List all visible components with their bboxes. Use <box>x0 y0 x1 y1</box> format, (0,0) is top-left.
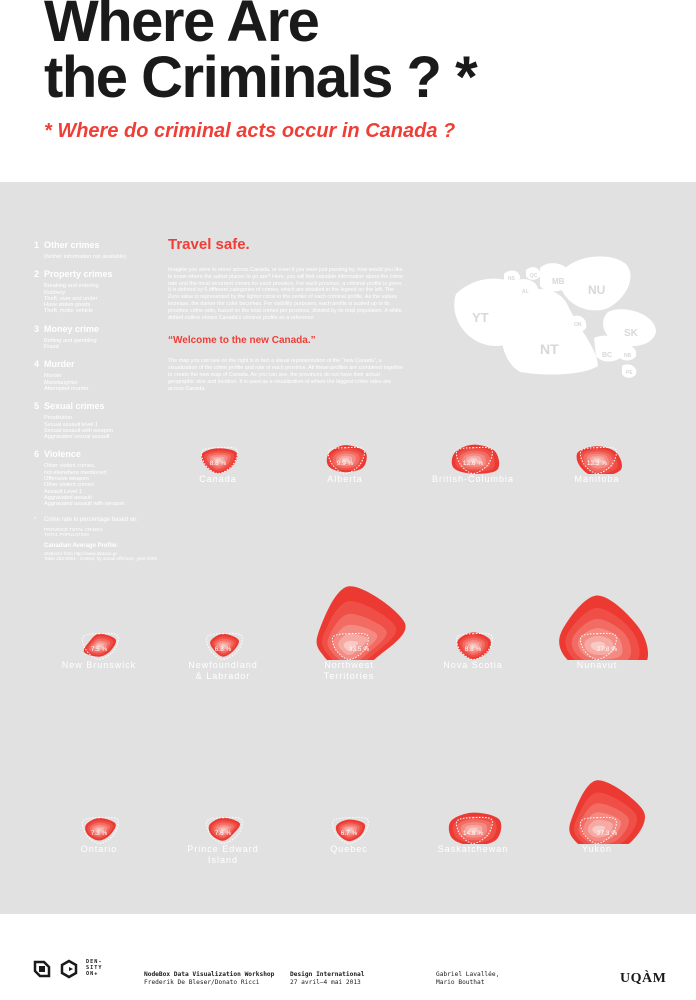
map-label-sk: SK <box>624 328 638 339</box>
source-line: Statistics from http://www.statcan.gc <box>44 550 118 556</box>
average-profile-title: Canadian Average Profile: <box>44 542 119 549</box>
province-name: Yukon <box>581 844 613 854</box>
profile-alberta <box>280 402 410 485</box>
note-title: Crime rate in percentage based on: <box>44 516 139 523</box>
province-name-line-2: & Labrador <box>195 671 251 681</box>
intro-subheading: “Welcome to the new Canada.” <box>168 335 316 347</box>
legend-item: Other violent crimes <box>44 482 94 489</box>
legend-item: Sexual assault with weapon <box>44 427 114 434</box>
legend-item: Robbery <box>44 289 66 296</box>
map-label-qc: QC <box>530 273 538 279</box>
crime-rate-label: 33.5 % <box>348 646 370 653</box>
logos <box>32 959 103 979</box>
crime-rate-label: 6.8 % <box>214 646 232 653</box>
crime-rate-label: 8.8 % <box>464 646 482 653</box>
workshop-people: Frederik De Bleser/Donato Ricci <box>144 978 260 986</box>
legend-title: Money crime <box>44 323 100 334</box>
crime-profile-shape <box>408 402 538 474</box>
intro-text <box>168 236 406 392</box>
source-line: Table 252-0051 - Crimes, by actual offences, year 2009 <box>44 556 157 562</box>
province-name: Alberta <box>327 474 363 484</box>
legend-number: 6 <box>34 449 40 460</box>
author-line: Gabriel Lavallée, <box>436 971 500 978</box>
legend-group-sexual <box>34 401 162 440</box>
crime-profile-shape <box>34 510 164 660</box>
legend-item: Offensive weapon <box>44 476 89 483</box>
legend-item: Aggravated sexual assault <box>44 434 110 441</box>
intro-heading: Travel safe. <box>168 236 250 253</box>
profile-northwest-territories <box>284 510 414 682</box>
province-name: Ontario <box>80 844 118 854</box>
new-canada-map <box>448 242 660 388</box>
nodebox-logo-icon <box>32 959 52 979</box>
crime-profile-shape <box>532 510 662 660</box>
legend-title: Other crimes <box>44 240 100 250</box>
intro-paragraph: Imagine you were to move across Canada, or even if you were just passing by, how would you like to know where the safest places to go are? Here, you will find valuable information about the crime rate and the most recurrent crimes for each province. For each province, a criminal profile is given. It is defined by 6 different categories of crimes, which are detailed in the legend on the left. The Zero value is represented by the lighter circle in the center of each criminal profile. As the values increase, the darker the color becomes. For visibility purposes, each profile is scaled up to its province crime ratio, based on the total crimes per province, divided by its total population. A white dotted outline shows Canada's criminal profile as a reference. <box>168 267 403 321</box>
note-mark: * <box>34 516 37 523</box>
legend-title: Violence <box>44 449 81 460</box>
province-name-line-1: Prince Edward <box>187 844 259 854</box>
profile-nova-scotia <box>408 510 538 671</box>
formula-denominator: TOTAL POPULATION <box>44 532 89 538</box>
map-label-nu: NU <box>588 283 606 297</box>
legend-number: 4 <box>34 359 40 370</box>
legend-item: Manslaughter <box>44 379 78 386</box>
legend-item: Aggravated assault with weapon <box>44 501 125 508</box>
legend-number: 5 <box>34 401 40 412</box>
province-name: New Brunswick <box>61 660 137 670</box>
map-label-mb: MB <box>552 277 565 286</box>
density-logo-line: SITY <box>86 965 103 972</box>
profile-saskatchewan <box>408 728 538 855</box>
uqam-logo: UQÀM <box>620 971 667 986</box>
legend-group-money <box>34 324 162 351</box>
profile-yukon <box>532 728 662 855</box>
crime-profile-layers <box>449 813 501 844</box>
profile-ontario <box>34 728 164 855</box>
legend-item: Aggravated assault <box>44 494 92 501</box>
legend-item: Theft, over and under <box>44 295 98 302</box>
crime-profile-shape <box>284 510 414 660</box>
legend-number: 1 <box>34 240 40 250</box>
density-logo-line: ON+ <box>86 970 99 977</box>
legend-item: Attempted murder <box>44 385 89 392</box>
poster-subtitle: * Where do criminal acts occur in Canada ? <box>44 120 456 142</box>
map-label-nb: NB <box>624 353 632 359</box>
profile-quebec <box>284 728 414 855</box>
province-name-line-1: Newfoundland <box>188 660 258 670</box>
legend-item: Other violent crimes, <box>44 463 96 470</box>
crime-rate-label: 7.6 % <box>214 830 232 837</box>
map-label-nt: NT <box>540 341 559 357</box>
workshop-credit <box>144 971 274 986</box>
crime-profile-shape <box>34 728 164 844</box>
author-line: Mario Bouthat <box>436 978 485 986</box>
course-title: Design International <box>290 971 365 978</box>
map-label-ns: NS <box>508 276 515 282</box>
profile-newfoundland <box>158 510 288 682</box>
footer <box>0 914 696 1000</box>
province-name-line-1: Northwest <box>324 660 374 670</box>
province-name-line-2: Territories <box>323 671 375 681</box>
legend-group-other <box>34 240 162 260</box>
crime-profile-shape <box>153 402 283 474</box>
legend-group-murder <box>34 359 162 392</box>
crime-profile-shape <box>158 510 288 660</box>
crime-rate-label: 14.8 % <box>462 830 484 837</box>
legend-title: Murder <box>44 359 75 370</box>
legend-item: Have stolen goods <box>44 302 91 309</box>
map-label-al: AL <box>522 289 529 295</box>
legend-item: Betting and gambling <box>44 337 97 344</box>
crime-profile-shape <box>532 728 662 844</box>
crime-profile-shape <box>280 402 410 474</box>
crime-profile-shape <box>408 510 538 660</box>
crime-profile-shape <box>532 402 662 474</box>
profile-canada <box>153 402 283 485</box>
poster-title <box>44 0 477 110</box>
crime-profile-shape <box>408 728 538 844</box>
crime-rate-label: 27.8 % <box>596 646 618 653</box>
crime-rate-label: 7.3 % <box>90 830 108 837</box>
province-name: British-Columbia <box>431 474 515 484</box>
province-name: Quebec <box>330 844 368 854</box>
province-name: Nunavut <box>576 660 618 670</box>
author-credit <box>436 971 499 986</box>
legend-item: Prostitution <box>44 415 72 422</box>
crime-profile-shape <box>158 728 288 844</box>
province-name: Saskatchewan <box>437 844 509 854</box>
map-label-on: ON <box>574 322 582 328</box>
profile-nunavut <box>532 510 662 671</box>
map-label-yt: YT <box>472 310 489 325</box>
map-shapes <box>448 242 660 388</box>
legend-item: Breaking and entering <box>44 283 99 290</box>
legend-item: Theft, motor vehicle <box>44 308 94 315</box>
formula-numerator: PROVINCE TOTAL CRIMES <box>44 526 103 532</box>
title-line-2: the Criminals ? * <box>44 45 477 110</box>
crime-profile-shape <box>284 728 414 844</box>
intro-paragraph: The map you can see on the right is in fact a visual representation of the “new Canada”, a visualization of the crime profile and rate of each province. All these profiles are combined together to create the new map of Canada. As you can see, the provinces do not have their actual geographic size and location. It is used as a visualization of where the biggest crime rates are across Canada. <box>168 358 404 392</box>
crime-rate-label: 12.3 % <box>586 460 608 467</box>
legend-group-property <box>34 269 162 314</box>
profile-prince-edward-island <box>158 728 288 866</box>
legend-number: 3 <box>34 323 40 334</box>
title-line-1: Where Are <box>44 0 319 54</box>
crime-rate-label: 27.3 % <box>596 830 618 837</box>
crime-rate-label: 9.9 % <box>336 460 354 467</box>
profile-british-columbia <box>408 402 538 485</box>
legend-title: Property crimes <box>44 269 113 280</box>
density-logo <box>86 960 103 977</box>
legend-item: (further information not available) <box>44 254 127 260</box>
profile-manitoba <box>532 402 662 485</box>
crime-rate-label: 7.5 % <box>90 646 108 653</box>
province-name-line-2: Island <box>207 855 239 865</box>
map-label-pe: PE <box>626 370 633 376</box>
province-name: Manitoba <box>574 474 620 484</box>
province-name: Nova Scotia <box>443 660 503 670</box>
legend-group-violence <box>34 449 162 507</box>
legend-item: Fraud <box>44 344 59 351</box>
legend-item: Assault Level 1 <box>44 488 82 495</box>
workshop-title: NodeBox Data Visualization Workshop <box>144 971 275 978</box>
legend-item: Sexual assault level 1 <box>44 421 99 428</box>
crime-rate-label: 8.8 % <box>209 460 227 467</box>
course-dates: 27 avril–4 mai 2013 <box>290 978 361 986</box>
province-name: Canada <box>199 474 237 484</box>
legend-item: Murder <box>44 373 62 380</box>
legend-item: not elsewhere mentioned <box>44 469 107 476</box>
workshop-logo-icon <box>60 959 78 979</box>
profile-new-brunswick <box>34 510 164 671</box>
legend-number: 2 <box>34 269 40 280</box>
legend-title: Sexual crimes <box>44 401 105 412</box>
crime-rate-label: 6.7 % <box>340 830 358 837</box>
crime-rate-label: 12.6 % <box>462 460 484 467</box>
density-logo-line: DEN- <box>86 959 103 966</box>
map-label-bc: BC <box>602 352 613 359</box>
course-credit <box>290 971 365 986</box>
